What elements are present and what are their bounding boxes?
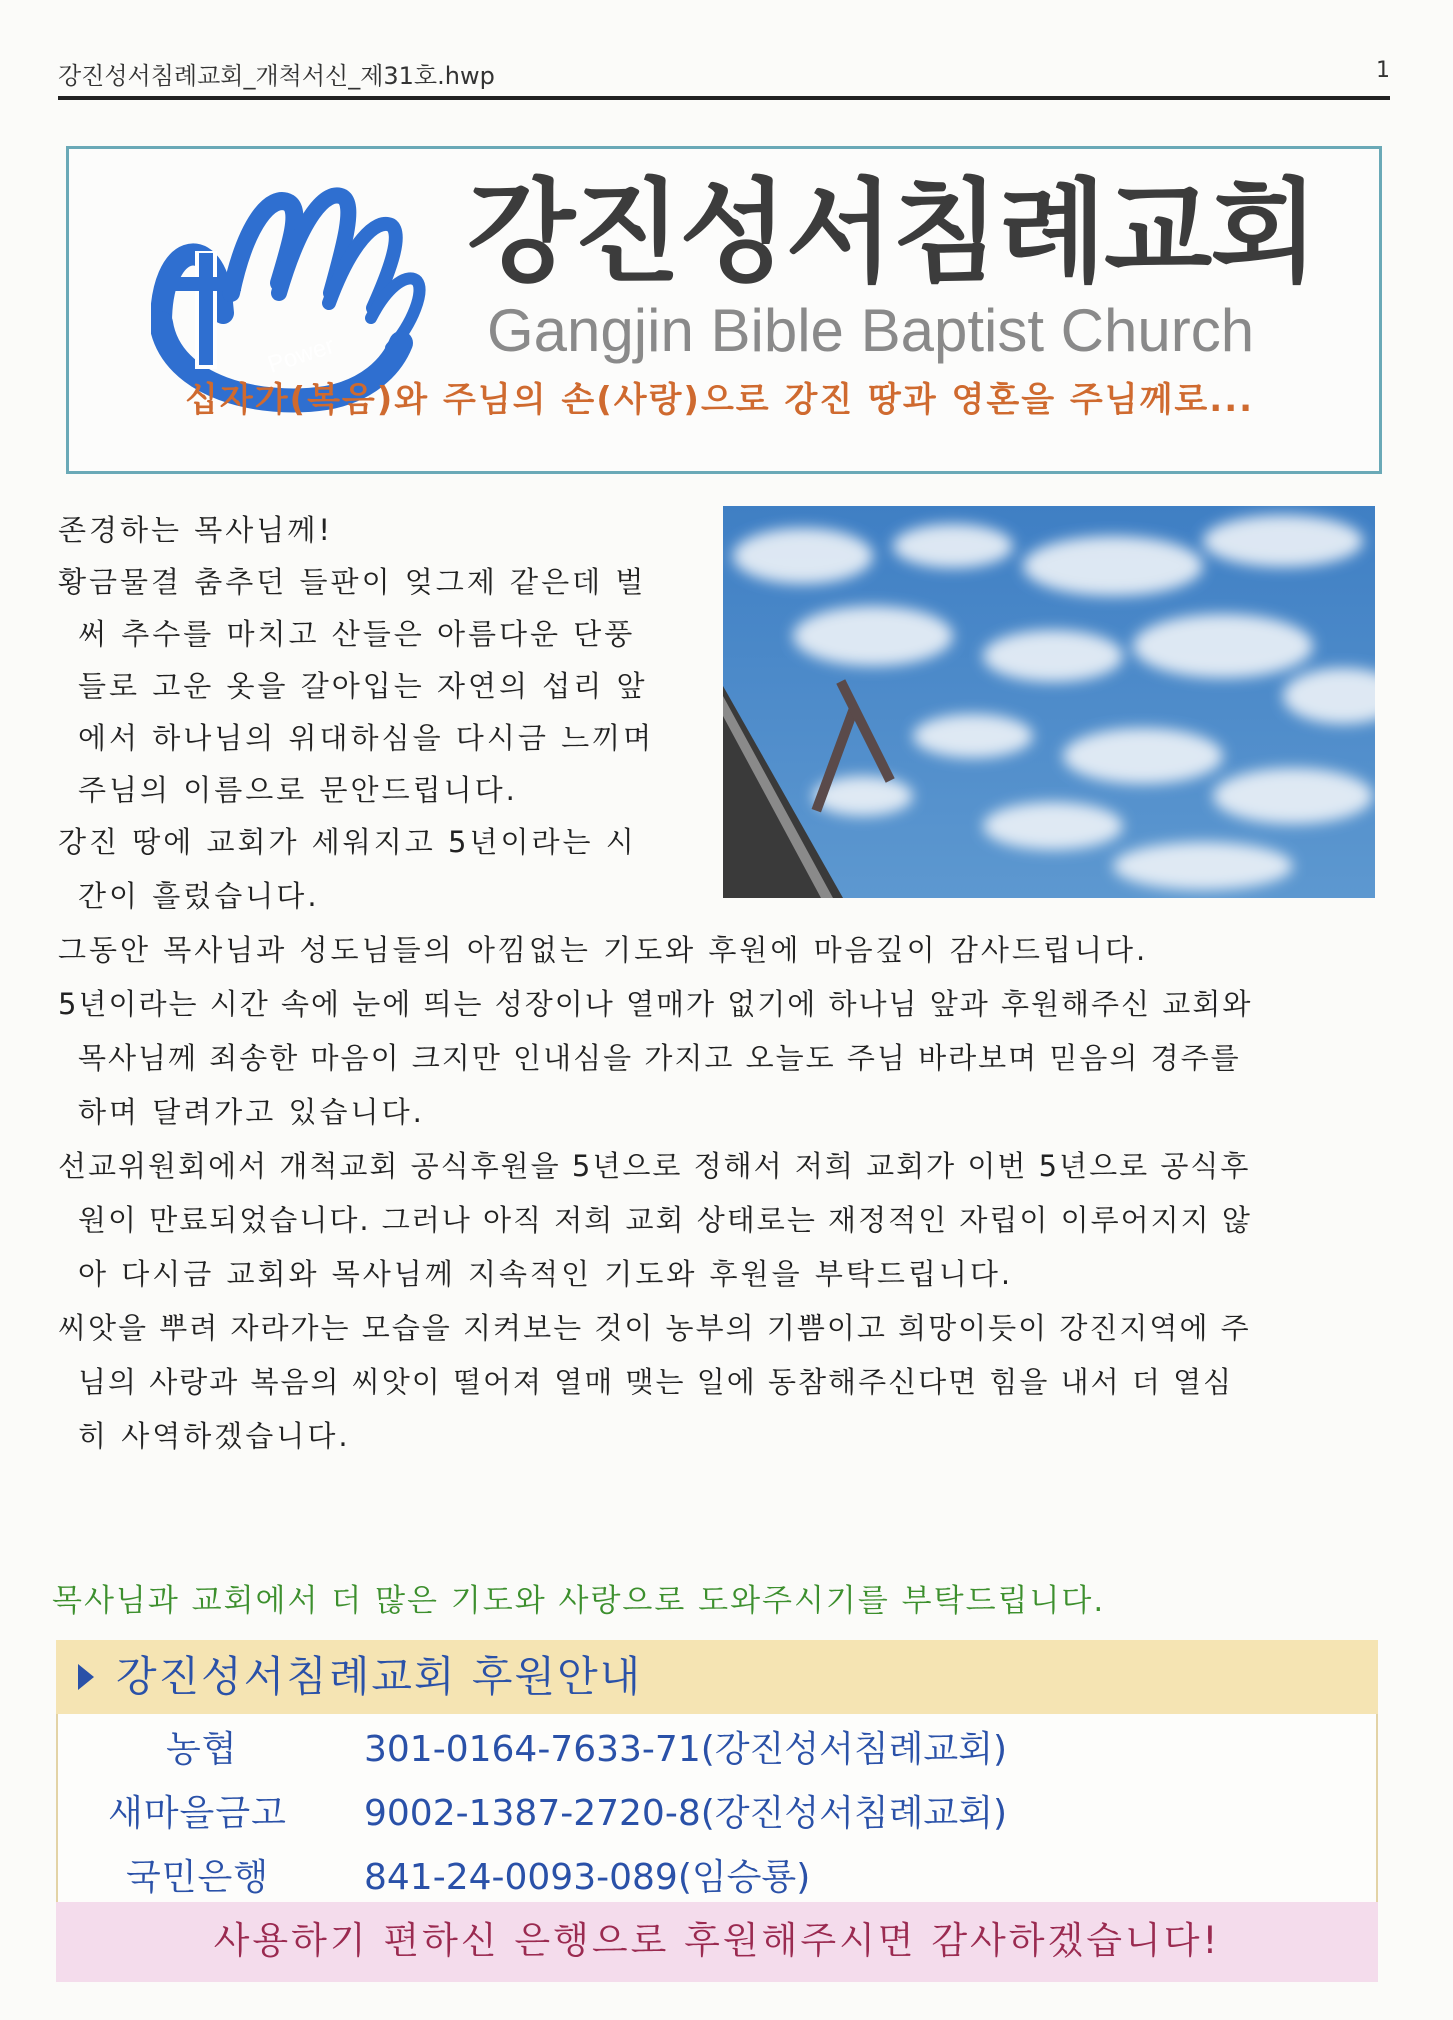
letter-line: 써 추수를 마치고 산들은 아름다운 단풍 (78, 617, 636, 651)
letter-line: 목사님께 죄송한 마음이 크지만 인내심을 가지고 오늘도 주님 바라보며 믿음의 경주를 (78, 1041, 1241, 1075)
letter-line: 님의 사랑과 복음의 씨앗이 떨어져 열매 맺는 일에 동참해주신다면 힘을 내서 더 열심 (78, 1365, 1234, 1399)
letter-line: 하며 달려가고 있습니다. (78, 1095, 425, 1129)
bank-name: 새마을금고 (108, 1793, 287, 1834)
bank-name: 농협 (166, 1729, 238, 1770)
church-slogan: 십자가(복음)와 주님의 손(사랑)으로 강진 땅과 영혼을 주님께로... (185, 380, 1255, 420)
bank-name: 국민은행 (126, 1857, 270, 1898)
letter-line: 아 다시금 교회와 목사님께 지속적인 기도와 후원을 부탁드립니다. (78, 1257, 1014, 1291)
support-title: 강진성서침례교회 후원안내 (116, 1652, 643, 1701)
letter-line: 존경하는 목사님께! (58, 513, 333, 547)
letter-line: 히 사역하겠습니다. (78, 1419, 351, 1453)
closing-request: 목사님과 교회에서 더 많은 기도와 사랑으로 도와주시기를 부탁드립니다. (52, 1583, 1106, 1619)
church-banner (66, 146, 1382, 474)
logo-power-text: Power (264, 332, 338, 379)
hand-cross-logo-icon (151, 173, 431, 413)
letter-line: 그동안 목사님과 성도님들의 아낌없는 기도와 후원에 마음깊이 감사드립니다. (58, 933, 1149, 967)
letter-line: 강진 땅에 교회가 세워지고 5년이라는 시 (58, 825, 637, 859)
letter-line: 선교위원회에서 개척교회 공식후원을 5년으로 정해서 저희 교회가 이번 5년으로 공식후 (58, 1149, 1251, 1183)
triangle-right-icon (76, 1662, 96, 1692)
bank-account: 841-24-0093-089(임승룡) (364, 1857, 811, 1898)
letter-line: 원이 만료되었습니다. 그러나 아직 저희 교회 상태로는 재정적인 자립이 이루어지지 않 (78, 1203, 1252, 1237)
church-name-english: Gangjin Bible Baptist Church (487, 297, 1255, 364)
letter-line: 씨앗을 뿌려 자라가는 모습을 지켜보는 것이 농부의 기쁨이고 희망이듯이 강진지역에 주 (58, 1311, 1251, 1345)
letter-line: 들로 고운 옷을 갈아입는 자연의 섭리 앞 (78, 669, 648, 703)
support-info-box (56, 1640, 1378, 2020)
page-number: 1 (1376, 58, 1390, 83)
letter-line: 에서 하나님의 위대하심을 다시금 느끼며 (78, 721, 655, 755)
bank-account: 301-0164-7633-71(강진성서침례교회) (364, 1729, 1008, 1770)
file-name: 강진성서침례교회_개척서신_제31호.hwp (58, 62, 495, 90)
support-header (56, 1640, 1378, 1714)
letter-line: 주님의 이름으로 문안드립니다. (78, 773, 518, 807)
letter-line: 황금물결 춤추던 들판이 엊그제 같은데 벌 (58, 565, 647, 599)
sky-cross-photo-image (723, 506, 1375, 898)
bank-account: 9002-1387-2720-8(강진성서침례교회) (364, 1793, 1008, 1834)
letter-line: 간이 흘렀습니다. (78, 879, 320, 913)
church-name-korean: 강진성서침례교회 (467, 168, 1317, 298)
support-thanks-note: 사용하기 편하신 은행으로 후원해주시면 감사하겠습니다! (213, 1919, 1221, 1962)
sky-cross-photo (723, 506, 1375, 898)
support-footer (56, 1902, 1378, 1982)
file-header (58, 56, 1390, 100)
letter-line: 5년이라는 시간 속에 눈에 띄는 성장이나 열매가 없기에 하나님 앞과 후원해주신 교회와 (58, 987, 1253, 1021)
